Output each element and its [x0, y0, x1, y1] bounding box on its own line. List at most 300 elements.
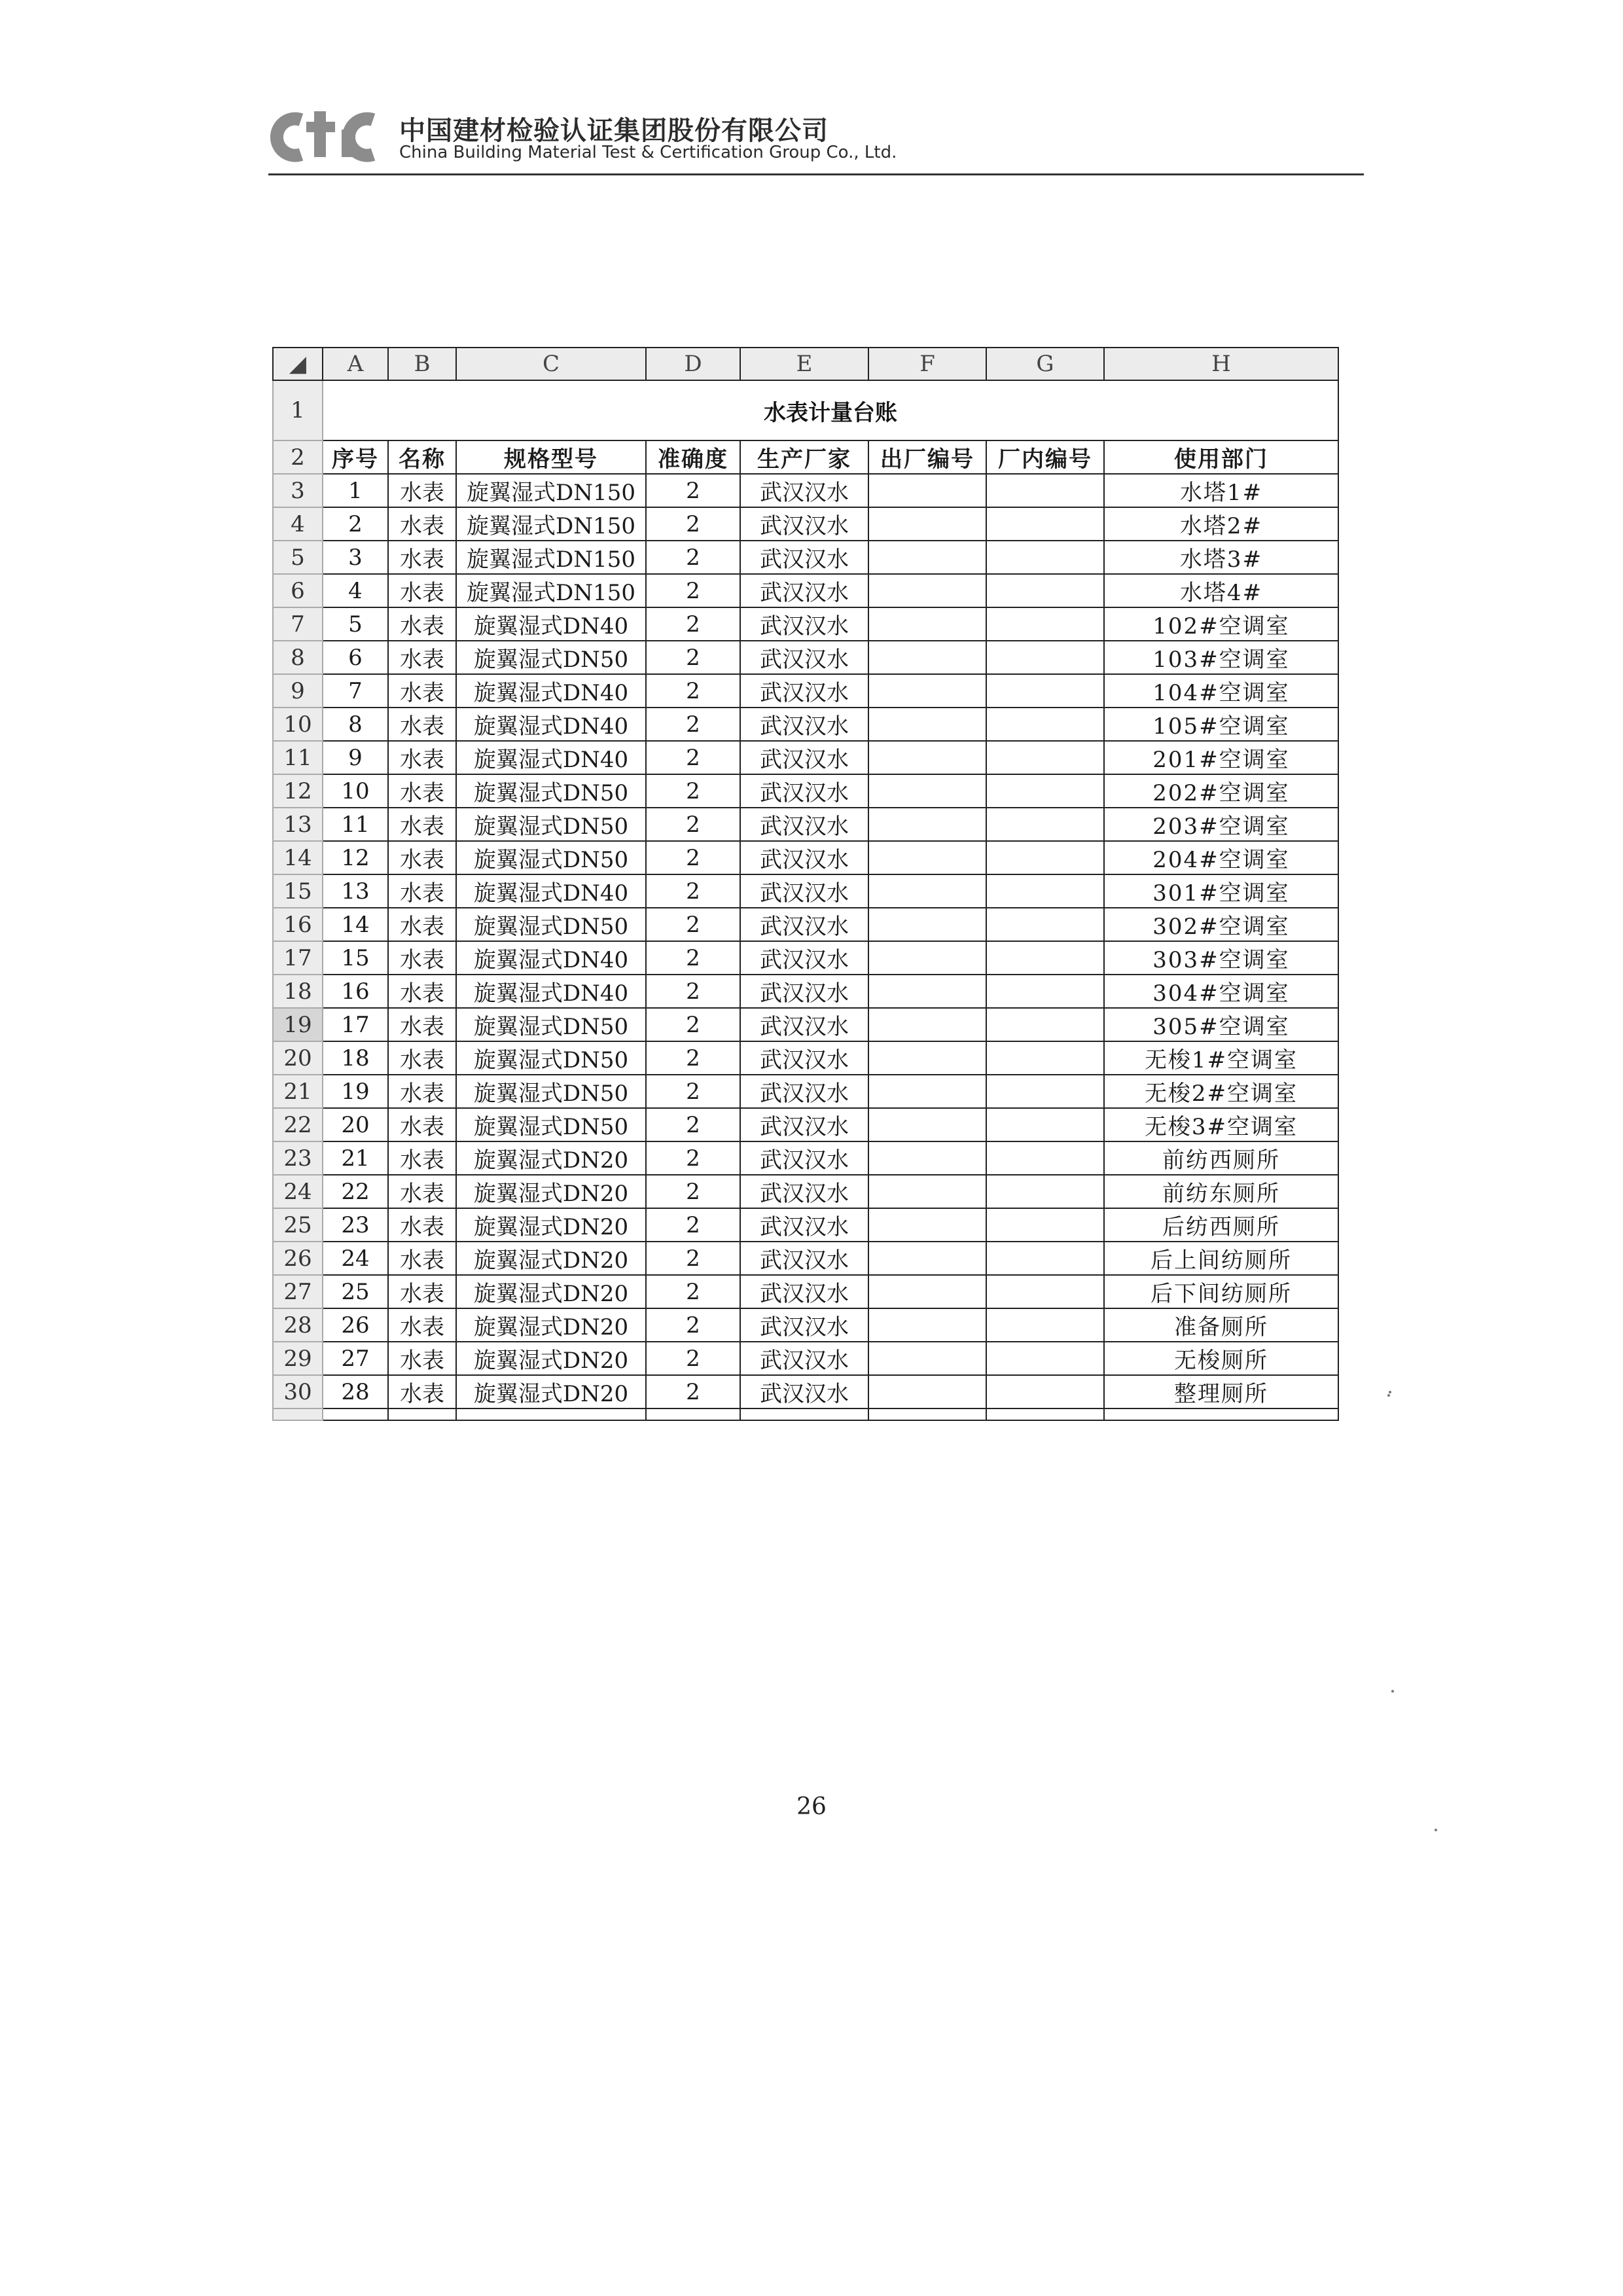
cell-model[interactable]: 旋翼湿式DN40 — [456, 674, 646, 708]
row-header[interactable]: 2 — [273, 440, 323, 474]
table-row — [273, 1275, 1338, 1308]
cell-name[interactable]: 水表 — [388, 1208, 456, 1242]
cell-department[interactable]: 105#空调室 — [1104, 708, 1338, 741]
cell-department[interactable]: 305#空调室 — [1104, 1008, 1338, 1041]
cell-seq-no[interactable]: 17 — [323, 1008, 388, 1041]
cell-factory-sn[interactable] — [868, 708, 986, 741]
cell-manufacturer[interactable]: 武汉汉水 — [740, 1308, 868, 1342]
cell-name[interactable]: 水表 — [388, 1375, 456, 1408]
cell-partial — [388, 1408, 456, 1420]
cell-factory-sn[interactable] — [868, 1275, 986, 1308]
cell-internal-no[interactable] — [986, 1375, 1104, 1408]
cell-accuracy[interactable]: 2 — [646, 1308, 740, 1342]
cell-manufacturer[interactable]: 武汉汉水 — [740, 541, 868, 574]
cell-factory-sn[interactable] — [868, 1375, 986, 1408]
cell-department[interactable]: 104#空调室 — [1104, 674, 1338, 708]
cell-name[interactable]: 水表 — [388, 474, 456, 507]
cell-internal-no[interactable] — [986, 474, 1104, 507]
cell-internal-no[interactable] — [986, 908, 1104, 941]
cell-manufacturer[interactable]: 武汉汉水 — [740, 474, 868, 507]
cell-model[interactable]: 旋翼湿式DN50 — [456, 1075, 646, 1108]
cell-model[interactable]: 旋翼湿式DN20 — [456, 1242, 646, 1275]
row-header[interactable]: 8 — [273, 641, 323, 674]
cell-name[interactable]: 水表 — [388, 541, 456, 574]
cell-internal-no[interactable] — [986, 674, 1104, 708]
cell-accuracy[interactable]: 2 — [646, 708, 740, 741]
cell-factory-sn[interactable] — [868, 507, 986, 541]
cell-name[interactable]: 水表 — [388, 741, 456, 774]
cell-accuracy[interactable]: 2 — [646, 641, 740, 674]
cell-internal-no[interactable] — [986, 607, 1104, 641]
cell-factory-sn[interactable] — [868, 1242, 986, 1275]
cell-model[interactable]: 旋翼湿式DN20 — [456, 1342, 646, 1375]
cell-department[interactable]: 后上间纺厕所 — [1104, 1242, 1338, 1275]
row-header[interactable]: 25 — [273, 1208, 323, 1242]
cell-department[interactable]: 水塔4# — [1104, 574, 1338, 607]
cell-name[interactable]: 水表 — [388, 674, 456, 708]
cell-model[interactable]: 旋翼湿式DN50 — [456, 641, 646, 674]
cell-manufacturer[interactable]: 武汉汉水 — [740, 975, 868, 1008]
row-header[interactable]: 17 — [273, 941, 323, 975]
cell-accuracy[interactable]: 2 — [646, 874, 740, 908]
cell-model[interactable]: 旋翼湿式DN50 — [456, 1041, 646, 1075]
cell-seq-no[interactable]: 1 — [323, 474, 388, 507]
row-header[interactable]: 7 — [273, 607, 323, 641]
cell-internal-no[interactable] — [986, 1008, 1104, 1041]
cell-seq-no[interactable]: 15 — [323, 941, 388, 975]
table-row — [273, 808, 1338, 841]
cell-name[interactable]: 水表 — [388, 941, 456, 975]
cell-manufacturer[interactable]: 武汉汉水 — [740, 808, 868, 841]
cell-manufacturer[interactable]: 武汉汉水 — [740, 941, 868, 975]
cell-department[interactable]: 103#空调室 — [1104, 641, 1338, 674]
cell-factory-sn[interactable] — [868, 541, 986, 574]
cell-seq-no[interactable]: 5 — [323, 607, 388, 641]
cell-manufacturer[interactable]: 武汉汉水 — [740, 674, 868, 708]
table-row — [273, 574, 1338, 607]
row-header[interactable]: 19 — [273, 1008, 323, 1041]
cell-seq-no[interactable]: 4 — [323, 574, 388, 607]
cell-accuracy[interactable]: 2 — [646, 607, 740, 641]
cell-accuracy[interactable]: 2 — [646, 841, 740, 874]
cell-factory-sn[interactable] — [868, 607, 986, 641]
cell-accuracy[interactable]: 2 — [646, 1342, 740, 1375]
column-header[interactable]: F — [868, 348, 986, 380]
cell-internal-no[interactable] — [986, 774, 1104, 808]
cell-manufacturer[interactable]: 武汉汉水 — [740, 1075, 868, 1108]
row-header[interactable]: 27 — [273, 1275, 323, 1308]
table-row — [273, 507, 1338, 541]
letterhead — [268, 97, 1368, 175]
table-row — [273, 1141, 1338, 1175]
cell-name[interactable]: 水表 — [388, 1041, 456, 1075]
cell-name[interactable]: 水表 — [388, 908, 456, 941]
cell-manufacturer[interactable]: 武汉汉水 — [740, 908, 868, 941]
cell-manufacturer[interactable]: 武汉汉水 — [740, 1141, 868, 1175]
cell-department[interactable]: 水塔3# — [1104, 541, 1338, 574]
cell-department[interactable]: 302#空调室 — [1104, 908, 1338, 941]
row-header[interactable]: 18 — [273, 975, 323, 1008]
cell-accuracy[interactable]: 2 — [646, 1075, 740, 1108]
cell-model[interactable]: 旋翼湿式DN150 — [456, 574, 646, 607]
cell-department[interactable]: 303#空调室 — [1104, 941, 1338, 975]
row-header[interactable]: 30 — [273, 1375, 323, 1408]
row-header[interactable]: 4 — [273, 507, 323, 541]
cell-accuracy[interactable]: 2 — [646, 808, 740, 841]
cell-manufacturer[interactable]: 武汉汉水 — [740, 1375, 868, 1408]
cell-internal-no[interactable] — [986, 841, 1104, 874]
cell-name[interactable]: 水表 — [388, 1175, 456, 1208]
cell-seq-no[interactable]: 14 — [323, 908, 388, 941]
column-header[interactable]: H — [1104, 348, 1338, 380]
cell-factory-sn[interactable] — [868, 1041, 986, 1075]
cell-internal-no[interactable] — [986, 1275, 1104, 1308]
cell-internal-no[interactable] — [986, 708, 1104, 741]
cell-accuracy[interactable]: 2 — [646, 741, 740, 774]
cell-factory-sn[interactable] — [868, 1308, 986, 1342]
meter-ledger-table — [272, 347, 1339, 1421]
partial-row — [273, 1408, 1338, 1420]
cell-factory-sn[interactable] — [868, 474, 986, 507]
cell-name[interactable]: 水表 — [388, 1342, 456, 1375]
field-header[interactable]: 生产厂家 — [740, 440, 868, 474]
cell-accuracy[interactable]: 2 — [646, 474, 740, 507]
cell-model[interactable]: 旋翼湿式DN20 — [456, 1308, 646, 1342]
cell-department[interactable]: 204#空调室 — [1104, 841, 1338, 874]
cell-name[interactable]: 水表 — [388, 808, 456, 841]
table-row — [273, 941, 1338, 975]
cell-name[interactable]: 水表 — [388, 574, 456, 607]
cell-department[interactable]: 前纺西厕所 — [1104, 1141, 1338, 1175]
cell-model[interactable]: 旋翼湿式DN20 — [456, 1175, 646, 1208]
cell-accuracy[interactable]: 2 — [646, 1108, 740, 1141]
row-header[interactable]: 20 — [273, 1041, 323, 1075]
column-header[interactable]: D — [646, 348, 740, 380]
row-header[interactable]: 11 — [273, 741, 323, 774]
cell-internal-no[interactable] — [986, 975, 1104, 1008]
cell-seq-no[interactable]: 12 — [323, 841, 388, 874]
scan-speck — [1435, 1829, 1437, 1831]
cell-internal-no[interactable] — [986, 1108, 1104, 1141]
row-header[interactable]: 29 — [273, 1342, 323, 1375]
cell-internal-no[interactable] — [986, 1308, 1104, 1342]
cell-model[interactable]: 旋翼湿式DN50 — [456, 841, 646, 874]
cell-seq-no[interactable]: 9 — [323, 741, 388, 774]
field-header[interactable]: 序号 — [323, 440, 388, 474]
row-header[interactable]: 15 — [273, 874, 323, 908]
cell-manufacturer[interactable]: 武汉汉水 — [740, 1342, 868, 1375]
cell-model[interactable]: 旋翼湿式DN50 — [456, 908, 646, 941]
cell-internal-no[interactable] — [986, 874, 1104, 908]
cell-internal-no[interactable] — [986, 1208, 1104, 1242]
cell-name[interactable]: 水表 — [388, 874, 456, 908]
cell-internal-no[interactable] — [986, 574, 1104, 607]
cell-factory-sn[interactable] — [868, 674, 986, 708]
row-header[interactable]: 13 — [273, 808, 323, 841]
row-header[interactable]: 26 — [273, 1242, 323, 1275]
field-header[interactable]: 厂内编号 — [986, 440, 1104, 474]
cell-name[interactable]: 水表 — [388, 1242, 456, 1275]
cell-accuracy[interactable]: 2 — [646, 1242, 740, 1275]
column-header-row — [273, 348, 1338, 380]
cell-model[interactable]: 旋翼湿式DN20 — [456, 1375, 646, 1408]
cell-name[interactable]: 水表 — [388, 607, 456, 641]
cell-partial — [323, 1408, 388, 1420]
cell-seq-no[interactable]: 11 — [323, 808, 388, 841]
cell-department[interactable]: 无梭3#空调室 — [1104, 1108, 1338, 1141]
cell-manufacturer[interactable]: 武汉汉水 — [740, 1208, 868, 1242]
cell-seq-no[interactable]: 23 — [323, 1208, 388, 1242]
cell-accuracy[interactable]: 2 — [646, 1275, 740, 1308]
cell-seq-no[interactable]: 10 — [323, 774, 388, 808]
cell-department[interactable]: 无梭1#空调室 — [1104, 1041, 1338, 1075]
row-header[interactable]: 14 — [273, 841, 323, 874]
cell-manufacturer[interactable]: 武汉汉水 — [740, 708, 868, 741]
cell-internal-no[interactable] — [986, 1342, 1104, 1375]
cell-department[interactable]: 水塔2# — [1104, 507, 1338, 541]
cell-manufacturer[interactable]: 武汉汉水 — [740, 741, 868, 774]
cell-seq-no[interactable]: 25 — [323, 1275, 388, 1308]
cell-partial — [646, 1408, 740, 1420]
cell-factory-sn[interactable] — [868, 975, 986, 1008]
cell-department[interactable]: 整理厕所 — [1104, 1375, 1338, 1408]
cell-accuracy[interactable]: 2 — [646, 1175, 740, 1208]
cell-factory-sn[interactable] — [868, 641, 986, 674]
cell-model[interactable]: 旋翼湿式DN150 — [456, 474, 646, 507]
cell-seq-no[interactable]: 20 — [323, 1108, 388, 1141]
column-header[interactable]: C — [456, 348, 646, 380]
cell-manufacturer[interactable]: 武汉汉水 — [740, 1041, 868, 1075]
cell-factory-sn[interactable] — [868, 1141, 986, 1175]
cell-factory-sn[interactable] — [868, 1175, 986, 1208]
cell-internal-no[interactable] — [986, 941, 1104, 975]
cell-model[interactable]: 旋翼湿式DN40 — [456, 741, 646, 774]
cell-manufacturer[interactable]: 武汉汉水 — [740, 607, 868, 641]
cell-internal-no[interactable] — [986, 741, 1104, 774]
row-header[interactable]: 10 — [273, 708, 323, 741]
row-header[interactable]: 12 — [273, 774, 323, 808]
cell-department[interactable]: 201#空调室 — [1104, 741, 1338, 774]
cell-model[interactable]: 旋翼湿式DN40 — [456, 941, 646, 975]
cell-model[interactable]: 旋翼湿式DN150 — [456, 507, 646, 541]
cell-seq-no[interactable]: 19 — [323, 1075, 388, 1108]
cell-name[interactable]: 水表 — [388, 708, 456, 741]
row-header[interactable]: 6 — [273, 574, 323, 607]
cell-manufacturer[interactable]: 武汉汉水 — [740, 1275, 868, 1308]
cell-model[interactable]: 旋翼湿式DN40 — [456, 874, 646, 908]
cell-name[interactable]: 水表 — [388, 1141, 456, 1175]
row-header[interactable]: 16 — [273, 908, 323, 941]
cell-internal-no[interactable] — [986, 541, 1104, 574]
cell-model[interactable]: 旋翼湿式DN40 — [456, 708, 646, 741]
cell-factory-sn[interactable] — [868, 808, 986, 841]
cell-seq-no[interactable]: 22 — [323, 1175, 388, 1208]
cell-factory-sn[interactable] — [868, 1108, 986, 1141]
cell-manufacturer[interactable]: 武汉汉水 — [740, 641, 868, 674]
cell-manufacturer[interactable]: 武汉汉水 — [740, 841, 868, 874]
cell-accuracy[interactable]: 2 — [646, 774, 740, 808]
cell-model[interactable]: 旋翼湿式DN150 — [456, 541, 646, 574]
cell-name[interactable]: 水表 — [388, 1308, 456, 1342]
cell-name[interactable]: 水表 — [388, 1008, 456, 1041]
cell-department[interactable]: 无梭2#空调室 — [1104, 1075, 1338, 1108]
cell-accuracy[interactable]: 2 — [646, 1008, 740, 1041]
cell-manufacturer[interactable]: 武汉汉水 — [740, 874, 868, 908]
cell-factory-sn[interactable] — [868, 1008, 986, 1041]
cell-internal-no[interactable] — [986, 641, 1104, 674]
cell-accuracy[interactable]: 2 — [646, 908, 740, 941]
table-row — [273, 708, 1338, 741]
cell-seq-no[interactable]: 6 — [323, 641, 388, 674]
cell-seq-no[interactable]: 24 — [323, 1242, 388, 1275]
cell-model[interactable]: 旋翼湿式DN50 — [456, 1108, 646, 1141]
column-header[interactable]: B — [388, 348, 456, 380]
cell-accuracy[interactable]: 2 — [646, 1375, 740, 1408]
cell-model[interactable]: 旋翼湿式DN50 — [456, 808, 646, 841]
row-header[interactable]: 1 — [273, 380, 323, 440]
table-row — [273, 975, 1338, 1008]
row-header[interactable]: 21 — [273, 1075, 323, 1108]
cell-seq-no[interactable]: 7 — [323, 674, 388, 708]
cell-manufacturer[interactable]: 武汉汉水 — [740, 507, 868, 541]
cell-internal-no[interactable] — [986, 808, 1104, 841]
column-header[interactable]: E — [740, 348, 868, 380]
cell-factory-sn[interactable] — [868, 941, 986, 975]
row-header[interactable]: 3 — [273, 474, 323, 507]
row-header[interactable]: 9 — [273, 674, 323, 708]
cell-department[interactable]: 202#空调室 — [1104, 774, 1338, 808]
cell-factory-sn[interactable] — [868, 1342, 986, 1375]
cell-factory-sn[interactable] — [868, 874, 986, 908]
field-header[interactable]: 名称 — [388, 440, 456, 474]
cell-manufacturer[interactable]: 武汉汉水 — [740, 1108, 868, 1141]
column-header[interactable]: G — [986, 348, 1104, 380]
cell-accuracy[interactable]: 2 — [646, 1041, 740, 1075]
cell-model[interactable]: 旋翼湿式DN20 — [456, 1141, 646, 1175]
cell-accuracy[interactable]: 2 — [646, 541, 740, 574]
cell-name[interactable]: 水表 — [388, 1075, 456, 1108]
ctc-logo-icon — [268, 103, 393, 169]
page-number: 26 — [796, 1793, 827, 1820]
cell-seq-no[interactable]: 8 — [323, 708, 388, 741]
field-header[interactable]: 出厂编号 — [868, 440, 986, 474]
cell-seq-no[interactable]: 16 — [323, 975, 388, 1008]
cell-manufacturer[interactable]: 武汉汉水 — [740, 774, 868, 808]
cell-factory-sn[interactable] — [868, 574, 986, 607]
cell-internal-no[interactable] — [986, 1141, 1104, 1175]
cell-department[interactable]: 前纺东厕所 — [1104, 1175, 1338, 1208]
cell-seq-no[interactable]: 3 — [323, 541, 388, 574]
row-header[interactable]: 28 — [273, 1308, 323, 1342]
cell-seq-no[interactable]: 13 — [323, 874, 388, 908]
field-header[interactable]: 使用部门 — [1104, 440, 1338, 474]
field-header[interactable]: 准确度 — [646, 440, 740, 474]
cell-accuracy[interactable]: 2 — [646, 1208, 740, 1242]
cell-internal-no[interactable] — [986, 1075, 1104, 1108]
cell-department[interactable]: 后下间纺厕所 — [1104, 1275, 1338, 1308]
table-row — [273, 1075, 1338, 1108]
cell-accuracy[interactable]: 2 — [646, 507, 740, 541]
cell-internal-no[interactable] — [986, 507, 1104, 541]
data-rows — [273, 474, 1338, 1408]
cell-accuracy[interactable]: 2 — [646, 674, 740, 708]
table-row — [273, 541, 1338, 574]
select-all-corner[interactable]: ◢ — [273, 348, 323, 380]
table-row — [273, 774, 1338, 808]
cell-seq-no[interactable]: 2 — [323, 507, 388, 541]
cell-factory-sn[interactable] — [868, 741, 986, 774]
cell-name[interactable]: 水表 — [388, 507, 456, 541]
cell-department[interactable]: 准备厕所 — [1104, 1308, 1338, 1342]
cell-internal-no[interactable] — [986, 1041, 1104, 1075]
cell-seq-no[interactable]: 28 — [323, 1375, 388, 1408]
row-header[interactable]: 5 — [273, 541, 323, 574]
cell-accuracy[interactable]: 2 — [646, 1141, 740, 1175]
cell-manufacturer[interactable]: 武汉汉水 — [740, 1242, 868, 1275]
cell-model[interactable]: 旋翼湿式DN50 — [456, 774, 646, 808]
cell-factory-sn[interactable] — [868, 841, 986, 874]
cell-accuracy[interactable]: 2 — [646, 941, 740, 975]
cell-manufacturer[interactable]: 武汉汉水 — [740, 1175, 868, 1208]
sheet-title[interactable]: 水表计量台账 — [323, 380, 1338, 440]
cell-department[interactable]: 水塔1# — [1104, 474, 1338, 507]
cell-model[interactable]: 旋翼湿式DN20 — [456, 1275, 646, 1308]
cell-seq-no[interactable]: 26 — [323, 1308, 388, 1342]
cell-internal-no[interactable] — [986, 1242, 1104, 1275]
cell-department[interactable]: 304#空调室 — [1104, 975, 1338, 1008]
cell-seq-no[interactable]: 27 — [323, 1342, 388, 1375]
cell-name[interactable]: 水表 — [388, 641, 456, 674]
cell-name[interactable]: 水表 — [388, 774, 456, 808]
cell-department[interactable]: 203#空调室 — [1104, 808, 1338, 841]
column-header[interactable]: A — [323, 348, 388, 380]
title-row — [273, 380, 1338, 440]
table-row — [273, 474, 1338, 507]
row-header[interactable]: 23 — [273, 1141, 323, 1175]
row-header[interactable]: 24 — [273, 1175, 323, 1208]
cell-model[interactable]: 旋翼湿式DN50 — [456, 1008, 646, 1041]
cell-factory-sn[interactable] — [868, 1075, 986, 1108]
field-header[interactable]: 规格型号 — [456, 440, 646, 474]
cell-seq-no[interactable]: 21 — [323, 1141, 388, 1175]
cell-department[interactable]: 301#空调室 — [1104, 874, 1338, 908]
cell-department[interactable]: 后纺西厕所 — [1104, 1208, 1338, 1242]
cell-department[interactable]: 无梭厕所 — [1104, 1342, 1338, 1375]
cell-name[interactable]: 水表 — [388, 1275, 456, 1308]
cell-accuracy[interactable]: 2 — [646, 574, 740, 607]
cell-name[interactable]: 水表 — [388, 975, 456, 1008]
scan-speck — [1389, 1391, 1391, 1393]
cell-manufacturer[interactable]: 武汉汉水 — [740, 574, 868, 607]
row-header[interactable]: 22 — [273, 1108, 323, 1141]
cell-name[interactable]: 水表 — [388, 841, 456, 874]
cell-accuracy[interactable]: 2 — [646, 975, 740, 1008]
cell-partial — [740, 1408, 868, 1420]
cell-internal-no[interactable] — [986, 1175, 1104, 1208]
cell-factory-sn[interactable] — [868, 774, 986, 808]
cell-model[interactable]: 旋翼湿式DN40 — [456, 975, 646, 1008]
cell-manufacturer[interactable]: 武汉汉水 — [740, 1008, 868, 1041]
cell-factory-sn[interactable] — [868, 1208, 986, 1242]
table-row — [273, 641, 1338, 674]
cell-department[interactable]: 102#空调室 — [1104, 607, 1338, 641]
cell-factory-sn[interactable] — [868, 908, 986, 941]
cell-name[interactable]: 水表 — [388, 1108, 456, 1141]
cell-model[interactable]: 旋翼湿式DN40 — [456, 607, 646, 641]
cell-model[interactable]: 旋翼湿式DN20 — [456, 1208, 646, 1242]
table-row — [273, 1308, 1338, 1342]
cell-seq-no[interactable]: 18 — [323, 1041, 388, 1075]
